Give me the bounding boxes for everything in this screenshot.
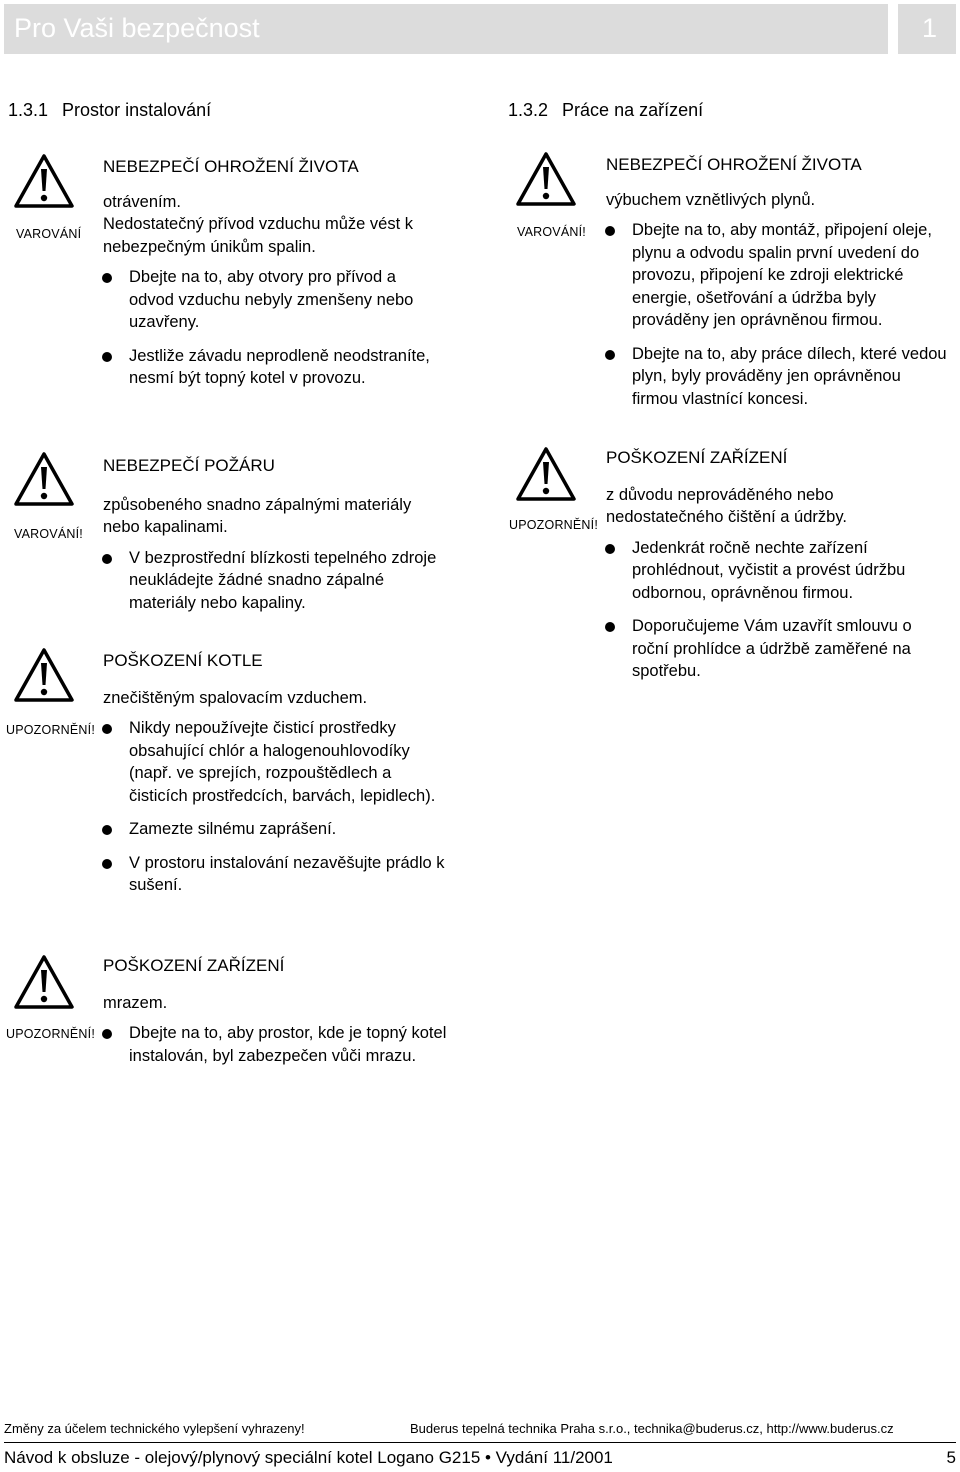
warning-block-device-damage-maintenance <box>508 447 956 707</box>
warning-triangle-icon <box>14 452 74 508</box>
signal-word: UPOZORNĚNÍ! <box>6 1027 96 1041</box>
warning-triangle-icon <box>14 648 74 704</box>
hazard-cause: z důvodu neprováděného nebo nedostatečného čištění a údržby. <box>606 485 847 526</box>
signal-word: VAROVÁNÍ! <box>517 225 586 239</box>
instruction-list <box>103 266 443 390</box>
warning-triangle-icon <box>14 955 74 1011</box>
section-number: 1.3.1 <box>8 100 49 120</box>
chapter-number-box <box>898 4 956 54</box>
instruction-item: Dbejte na to, aby montáž, připojení oleje, plynu a odvodu spalin první uvedení do provozu, připojení ke zdroji elektrické energie, ošetřování a údržba byly prováděny jen oprávněnou firmou. <box>606 219 951 332</box>
instruction-list <box>103 1022 448 1067</box>
document-title: Návod k obsluze - olejový/plynový speciální kotel Logano G215 • Vydání 11/2001 <box>4 1448 613 1467</box>
instruction-item: Dbejte na to, aby prostor, kde je topný kotel instalován, byl zabezpečen vůči mrazu. <box>103 1022 448 1067</box>
instruction-item: Zamezte silnému zaprášení. <box>103 818 448 841</box>
instruction-item: V prostoru instalování nezavěšujte prádlo k sušení. <box>103 852 448 897</box>
hazard-heading: POŠKOZENÍ ZAŘÍZENÍ <box>103 956 285 975</box>
signal-word: VAROVÁNÍ! <box>14 527 83 541</box>
instruction-item: Dbejte na to, aby otvory pro přívod a odvod vzduchu nebyly zmenšeny nebo uzavřeny. <box>103 266 443 334</box>
page-header-bar <box>4 4 888 54</box>
warning-block-fire-danger <box>14 452 454 622</box>
chapter-number: 1 <box>922 13 938 43</box>
instruction-item: V bezprostřední blízkosti tepelného zdroje neukládejte žádné snadno zápalné materiály nebo kapaliny. <box>103 547 448 615</box>
section-heading: Práce na zařízení <box>562 100 704 120</box>
section-number: 1.3.2 <box>508 100 549 120</box>
section-heading: Prostor instalování <box>62 100 212 120</box>
hazard-cause: znečištěným spalovacím vzduchem. <box>103 688 368 707</box>
signal-word: UPOZORNĚNÍ! <box>509 518 599 532</box>
hazard-cause: výbuchem vznětlivých plynů. <box>606 190 816 209</box>
instruction-list <box>606 537 951 683</box>
hazard-heading: POŠKOZENÍ KOTLE <box>103 651 263 670</box>
instruction-list <box>606 219 951 410</box>
footer-company-contact: Buderus tepelná technika Praha s.r.o., technika@buderus.cz, http://www.buderus.cz <box>410 1421 894 1436</box>
footer-disclaimer: Změny za účelem technického vylepšení vyhrazeny! <box>4 1421 305 1436</box>
instruction-list <box>103 547 448 615</box>
warning-block-explosion-danger <box>516 152 956 417</box>
warning-block-life-danger-poisoning <box>14 154 454 414</box>
instruction-list <box>103 717 448 897</box>
footer <box>4 1448 956 1468</box>
hazard-heading: POŠKOZENÍ ZAŘÍZENÍ <box>606 448 788 467</box>
hazard-cause: mrazem. <box>103 993 168 1012</box>
signal-word: VAROVÁNÍ <box>16 227 82 241</box>
hazard-heading: NEBEZPEČÍ OHROŽENÍ ŽIVOTA <box>606 155 862 174</box>
footer-divider <box>4 1442 956 1443</box>
warning-triangle-icon <box>516 447 576 503</box>
page-title: Pro Vaši bezpečnost <box>14 13 260 43</box>
instruction-item: Doporučujeme Vám uzavřít smlouvu o roční prohlídce a údržbě zaměřené na spotřebu. <box>606 615 951 683</box>
instruction-item: Jedenkrát ročně nechte zařízení prohlédnout, vyčistit a provést údržbu odbornou, oprávněnou firmou. <box>606 537 951 605</box>
warning-triangle-icon <box>516 152 576 208</box>
hazard-heading: NEBEZPEČÍ OHROŽENÍ ŽIVOTA <box>103 157 359 176</box>
section-title-work-on-device <box>508 100 703 121</box>
section-title-installation-room <box>8 100 211 121</box>
warning-block-frost-damage <box>6 955 456 1095</box>
instruction-item: Dbejte na to, aby práce dílech, které vedou plyn, byly prováděny jen oprávněnou firmou vlastnící koncesi. <box>606 343 951 411</box>
warning-triangle-icon <box>14 154 74 210</box>
hazard-cause: způsobeného snadno zápalnými materiály nebo kapalinami. <box>103 495 412 536</box>
instruction-item: Jestliže závadu neprodleně neodstraníte, nesmí být topný kotel v provozu. <box>103 345 443 390</box>
hazard-heading: NEBEZPEČÍ POŽÁRU <box>103 456 275 475</box>
hazard-cause: otrávením. Nedostatečný přívod vzduchu může vést k nebezpečným únikům spalin. <box>103 192 413 256</box>
page-number: 5 <box>946 1448 956 1467</box>
instruction-item: Nikdy nepoužívejte čisticí prostředky obsahující chlór a halogenouhlovodíky (např. ve sprejích, rozpouštědlech a čisticích prostředcích, barvách, lepidlech). <box>103 717 448 807</box>
warning-block-boiler-damage <box>6 648 456 928</box>
signal-word: UPOZORNĚNÍ! <box>6 723 96 737</box>
